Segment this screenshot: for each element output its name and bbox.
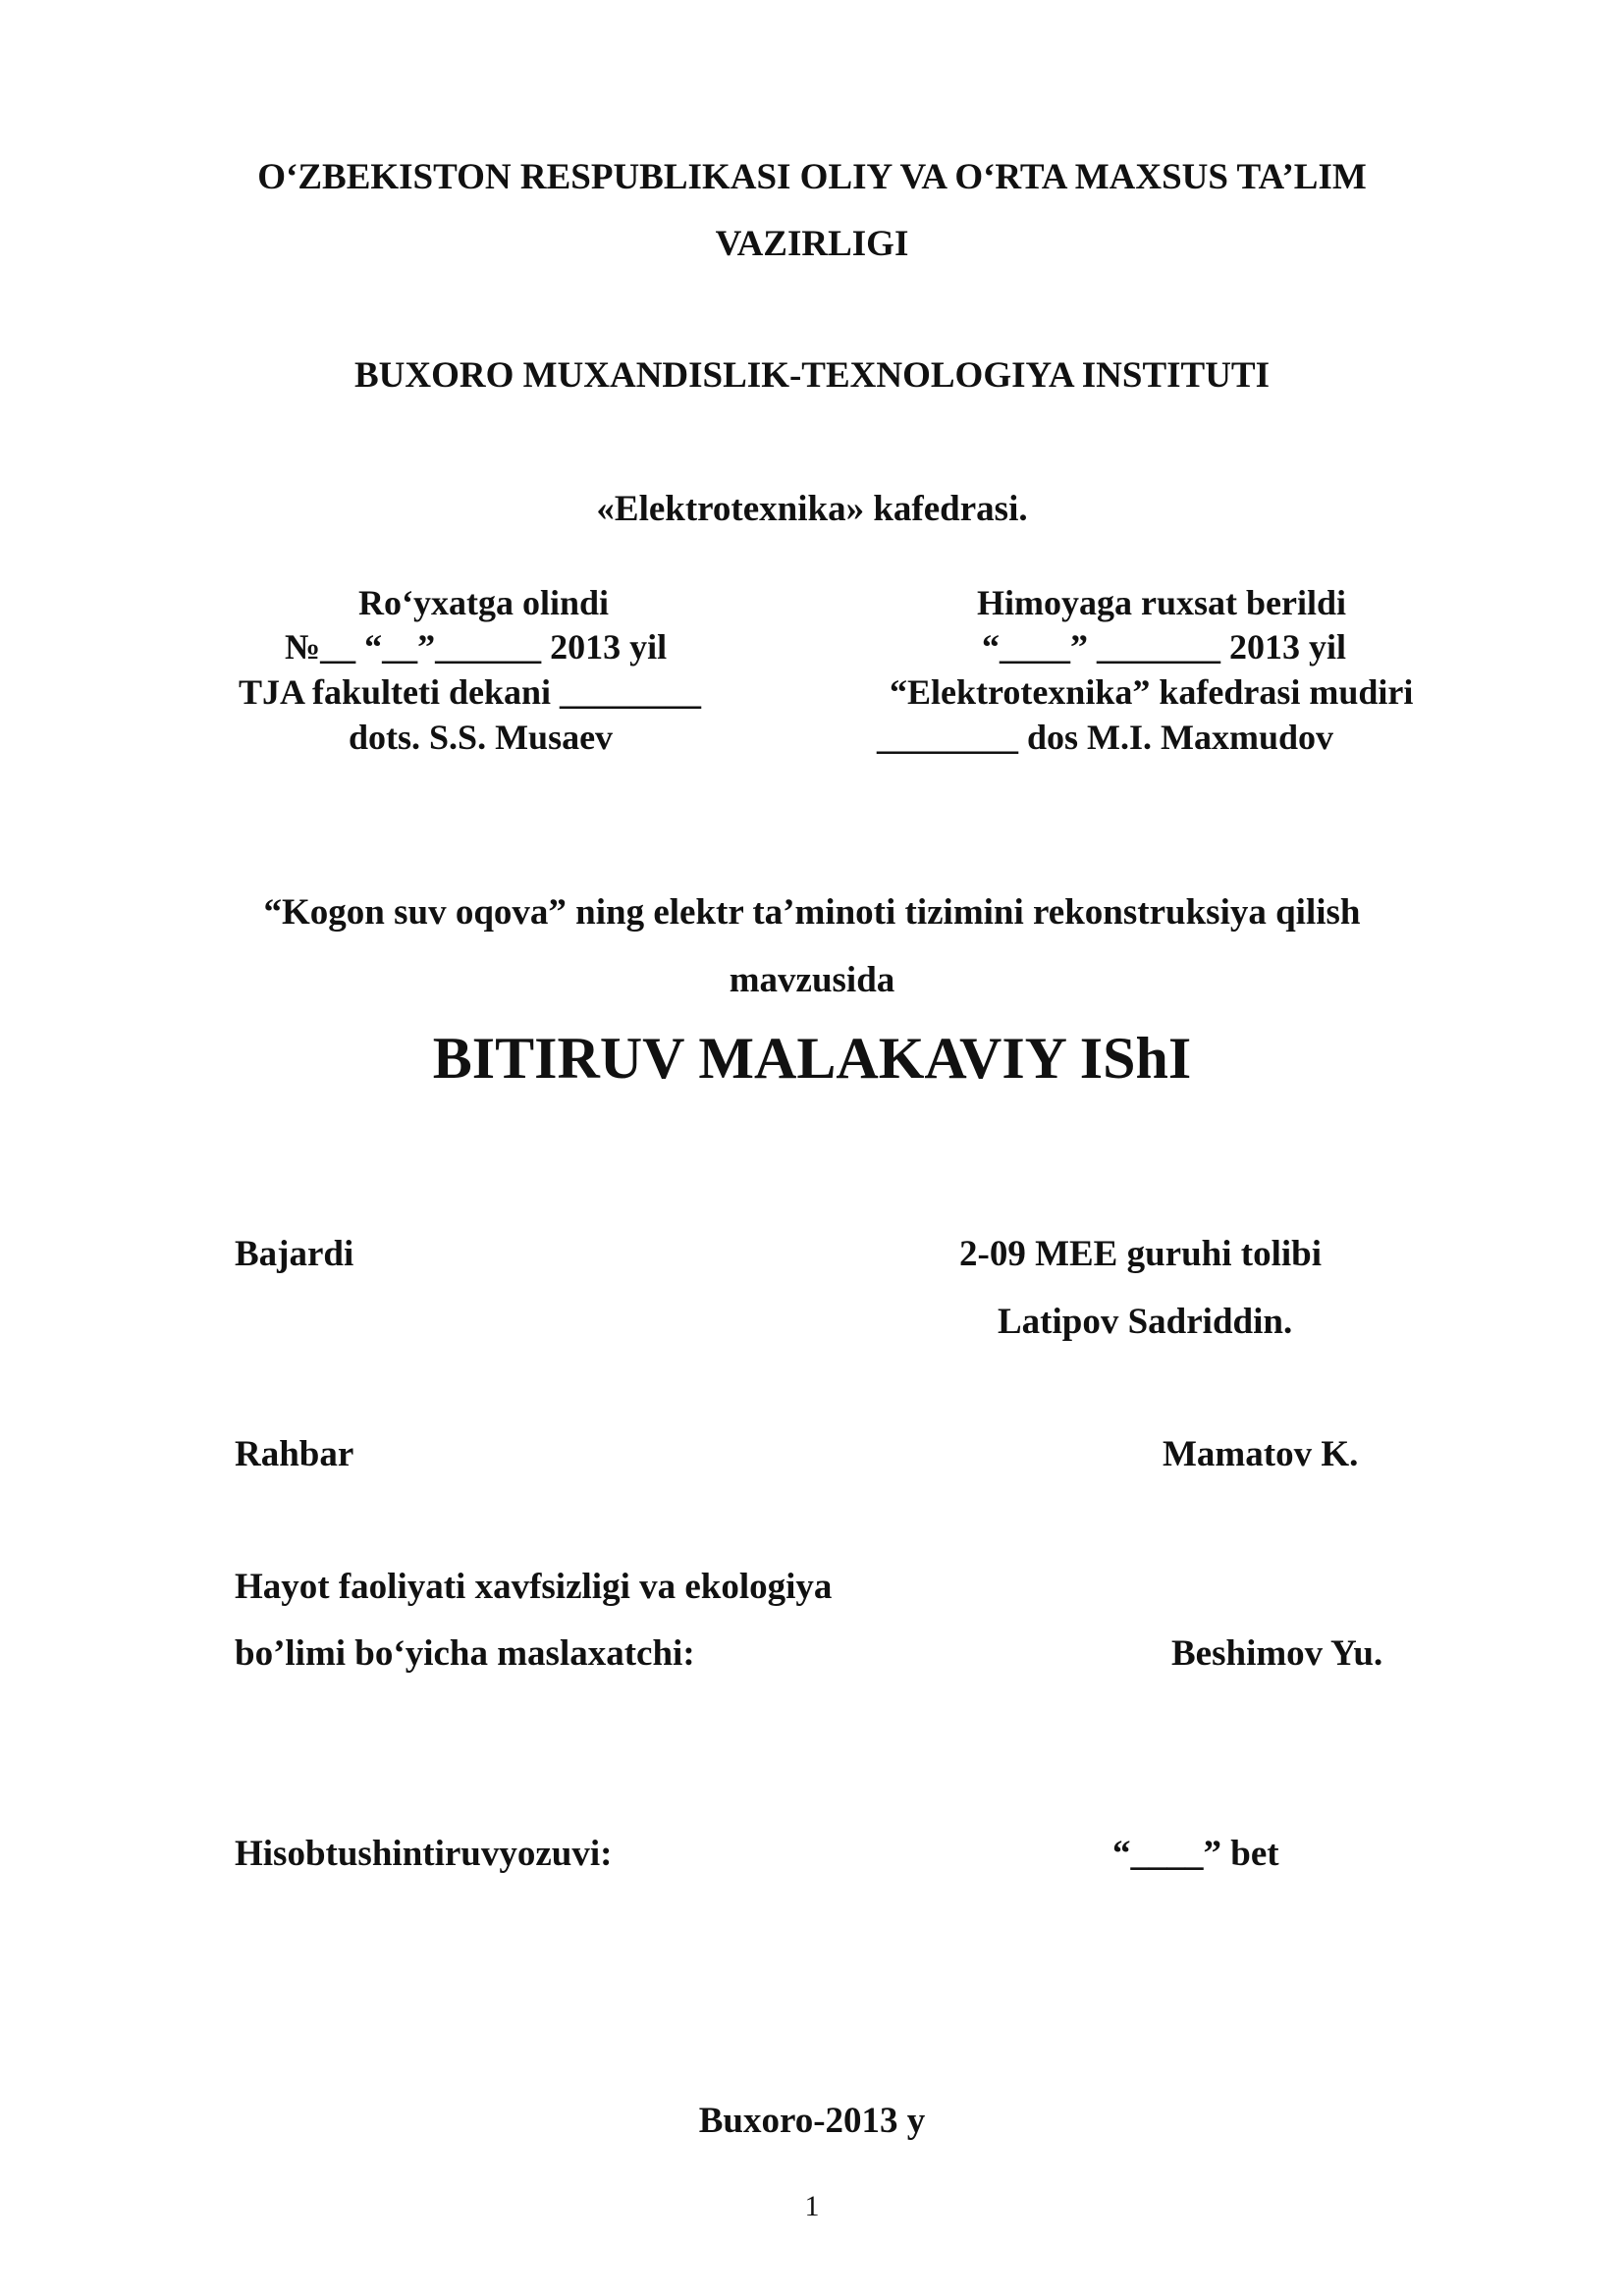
department-head-name: ________ dos M.I. Maxmudov [877,718,1334,757]
department-title: «Elektrotexnika» kafedrasi. [596,489,1028,529]
explanatory-note-pages: “____” bet [1112,1834,1279,1874]
consultant-label-line2: bo’limi bo‘yicha maslaxatchi: [235,1633,695,1674]
dean-position: TJA fakulteti dekani ________ [239,672,702,712]
page-number: 1 [804,2190,820,2222]
dean-name: dots. S.S. Musaev [349,718,614,757]
registration-heading: Ro‘yxatga olindi [358,583,610,622]
defense-permission-heading: Himoyaga ruxsat berildi [977,583,1346,622]
performed-name: Latipov Sadriddin. [998,1302,1293,1342]
work-title: BITIRUV MALAKAVIY IShI [432,1026,1192,1091]
place-year: Buxoro-2013 y [698,2101,926,2141]
defense-date-line: “____” _______ 2013 yil [982,627,1347,667]
ministry-title-line1: O‘ZBEKISTON RESPUBLIKASI OLIY VA O‘RTA MAXSUS TA’LIM [257,157,1367,197]
department-head-position: “Elektrotexnika” kafedrasi mudiri [890,672,1414,712]
performed-group: 2-09 MEE guruhi tolibi [959,1234,1323,1274]
performed-label: Bajardi [235,1234,354,1274]
explanatory-note-label: Hisobtushintiruvyozuvi: [235,1834,613,1874]
topic-line2: mavzusida [729,960,895,1000]
ministry-title-line2: VAZIRLIGI [715,224,909,264]
supervisor-name: Mamatov K. [1163,1434,1359,1474]
institute-title: BUXORO MUXANDISLIK-TEXNOLOGIYA INSTITUTI [353,355,1271,396]
registration-number-line: №__ “__”______ 2013 yil [285,627,668,667]
consultant-label-line1: Hayot faoliyati xavfsizligi va ekologiya [235,1567,833,1607]
topic-line1: “Kogon suv oqova” ning elektr ta’minoti tizimini rekonstruksiya qilish [263,892,1361,933]
consultant-name: Beshimov Yu. [1171,1633,1383,1674]
supervisor-label: Rahbar [235,1434,354,1474]
